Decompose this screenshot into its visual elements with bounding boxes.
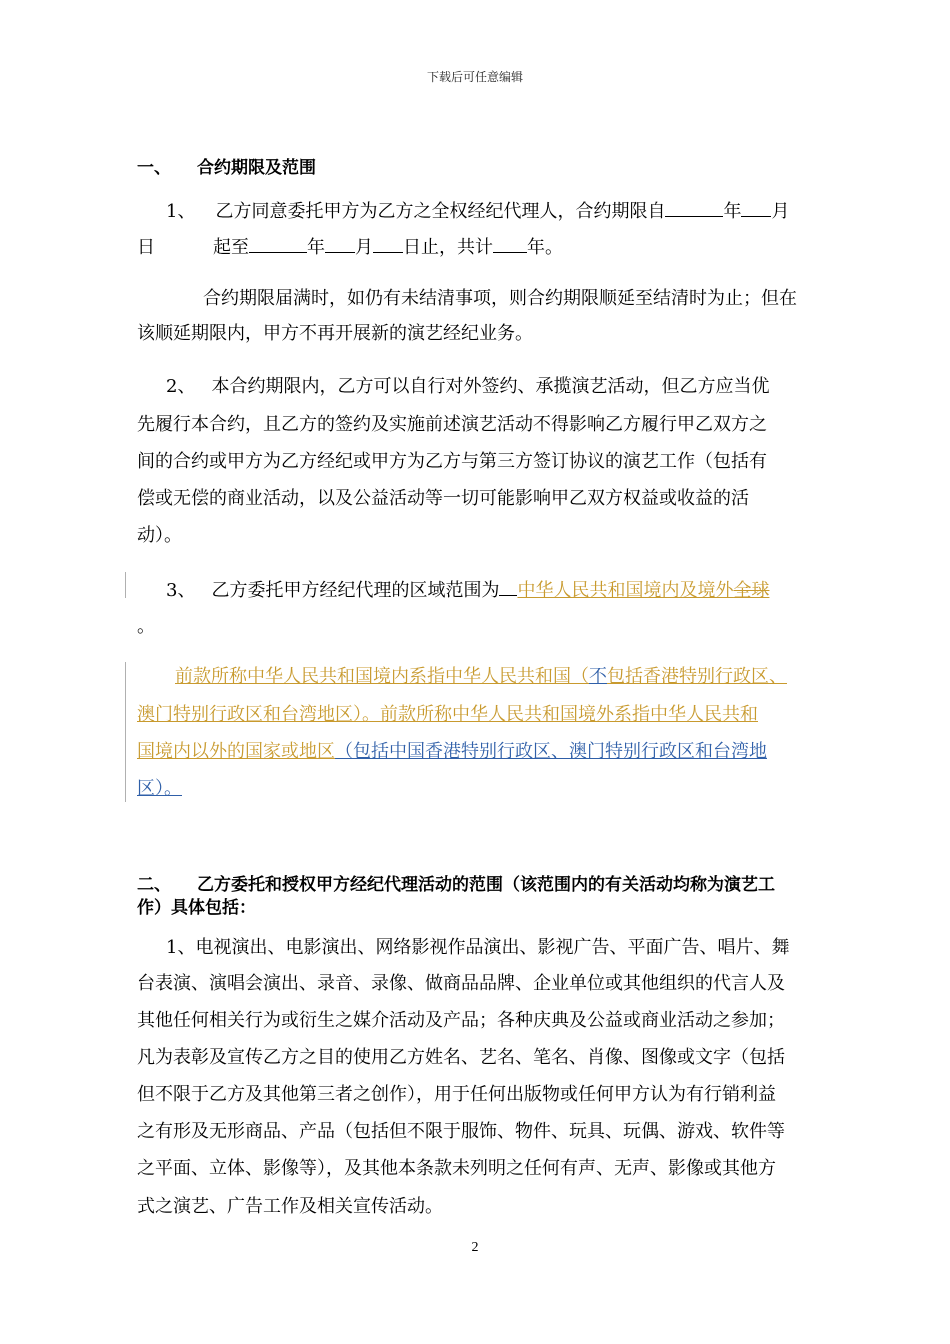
section2-line4: 凡为表彰及宣传乙方之目的使用乙方姓名、艺名、笔名、肖像、图像或文字（包括 bbox=[137, 1047, 785, 1068]
inserted-text-blue: （包括中国香港特别行政区、澳门特别行政区和台湾地 bbox=[335, 741, 767, 762]
section2-line6: 之有形及无形商品、产品（包括但不限于服饰、物件、玩具、玩偶、游戏、软件等 bbox=[137, 1121, 785, 1142]
blank-end-year bbox=[249, 234, 307, 253]
deleted-region-text: 全球 bbox=[733, 580, 770, 601]
section2-line2: 台表演、演唱会演出、录音、录像、做商品品牌、企业单位或其他组织的代言人及 bbox=[137, 973, 785, 994]
blank-end-month bbox=[325, 234, 355, 253]
clause3-line1 bbox=[166, 577, 779, 603]
clause2-line2: 先履行本合约，且乙方的签约及实施前述演艺活动不得影响乙方履行甲乙双方之 bbox=[137, 414, 767, 435]
blank-total-years bbox=[493, 234, 527, 253]
section2-line8: 式之演艺、广告工作及相关宣传活动。 bbox=[137, 1196, 443, 1217]
clause2-number: 2、 bbox=[166, 376, 196, 397]
section2-title-line2: 作）具体包括： bbox=[137, 898, 256, 918]
label-month: 月 bbox=[771, 201, 790, 222]
clause3-line2: 。 bbox=[137, 616, 155, 637]
section2-heading bbox=[137, 873, 775, 897]
inserted-region-text: 中华人民共和国境内及境外 bbox=[517, 580, 734, 601]
blank-region-prefix bbox=[499, 577, 517, 596]
inserted-text-blue: 区）。 bbox=[137, 778, 182, 799]
definition-line3 bbox=[137, 740, 767, 764]
expiry-line2: 该顺延期限内，甲方不再开展新的演艺经纪业务。 bbox=[137, 323, 533, 344]
clause2-line5: 动）。 bbox=[137, 525, 182, 546]
section1-number: 一、 bbox=[137, 158, 171, 178]
clause1-tail: 年。 bbox=[527, 237, 563, 258]
clause2-line3: 间的合约或甲方为乙方经纪或甲方为乙方与第三方签订协议的演艺工作（包括有 bbox=[137, 451, 767, 472]
clause3-text: 乙方委托甲方经纪代理的区域范围为 bbox=[211, 580, 500, 601]
section2-line3: 其他任何相关行为或衍生之媒介活动及产品；各种庆典及公益或商业活动之参加； bbox=[137, 1010, 785, 1031]
label-year: 年 bbox=[723, 201, 742, 222]
label-year: 年 bbox=[307, 237, 325, 258]
inserted-text: 包括香港特别行政区、 bbox=[607, 666, 787, 687]
clause1-to-text: 起至 bbox=[213, 237, 249, 258]
clause1-number: 1、 bbox=[166, 201, 196, 222]
definition-line4 bbox=[137, 777, 202, 801]
clause3-number: 3、 bbox=[166, 580, 196, 601]
clause1-total-text: 日止，共计 bbox=[403, 237, 493, 258]
page-header: 下载后可任意编辑 bbox=[426, 70, 523, 84]
section1-heading bbox=[137, 156, 316, 180]
clause1-text: 乙方同意委托甲方为乙方之全权经纪代理人，合约期限自 bbox=[215, 201, 666, 222]
clause1-line1 bbox=[166, 198, 789, 224]
section2-line7: 之平面、立体、影像等），及其他本条款未列明之任何有声、无声、影像或其他方 bbox=[137, 1158, 776, 1179]
page-number: 2 bbox=[471, 1240, 479, 1255]
blank-start-year bbox=[665, 198, 723, 217]
definition-line2: 澳门特别行政区和台湾地区）。前款所称中华人民共和国境外系指中华人民共和 bbox=[137, 704, 758, 725]
section2-number: 二、 bbox=[137, 875, 171, 895]
label-day: 日 bbox=[137, 237, 155, 258]
blank-start-month bbox=[741, 198, 771, 217]
clause1-line2 bbox=[137, 234, 563, 260]
revision-bar bbox=[125, 572, 126, 598]
section2-line5: 但不限于乙方及其他第三者之创作），用于任何出版物或任何甲方认为有行销利益 bbox=[137, 1084, 776, 1105]
clause2-line4: 偿或无偿的商业活动，以及公益活动等一切可能影响甲乙双方权益或收益的活 bbox=[137, 488, 749, 509]
definition-line1 bbox=[175, 665, 787, 689]
label-month: 月 bbox=[355, 237, 373, 258]
section1-title: 合约期限及范围 bbox=[197, 158, 316, 178]
clause2-text: 本合约期限内，乙方可以自行对外签约、承揽演艺活动，但乙方应当优 bbox=[211, 376, 770, 397]
section2-line1: 1、电视演出、电影演出、网络影视作品演出、影视广告、平面广告、唱片、舞 bbox=[166, 937, 790, 958]
blank-end-day bbox=[373, 234, 403, 253]
section2-title-line1: 乙方委托和授权甲方经纪代理活动的范围（该范围内的有关活动均称为演艺工 bbox=[197, 875, 775, 895]
revision-bar bbox=[125, 662, 126, 802]
inserted-text-blue: 不 bbox=[589, 666, 607, 687]
expiry-line1: 合约期限届满时，如仍有未结清事项，则合约期限顺延至结清时为止；但在 bbox=[203, 288, 797, 309]
inserted-text: 国境内以外的国家或地区 bbox=[137, 741, 335, 762]
inserted-text: 前款所称中华人民共和国境内系指中华人民共和国（ bbox=[175, 666, 589, 687]
clause2-line1 bbox=[166, 375, 769, 399]
